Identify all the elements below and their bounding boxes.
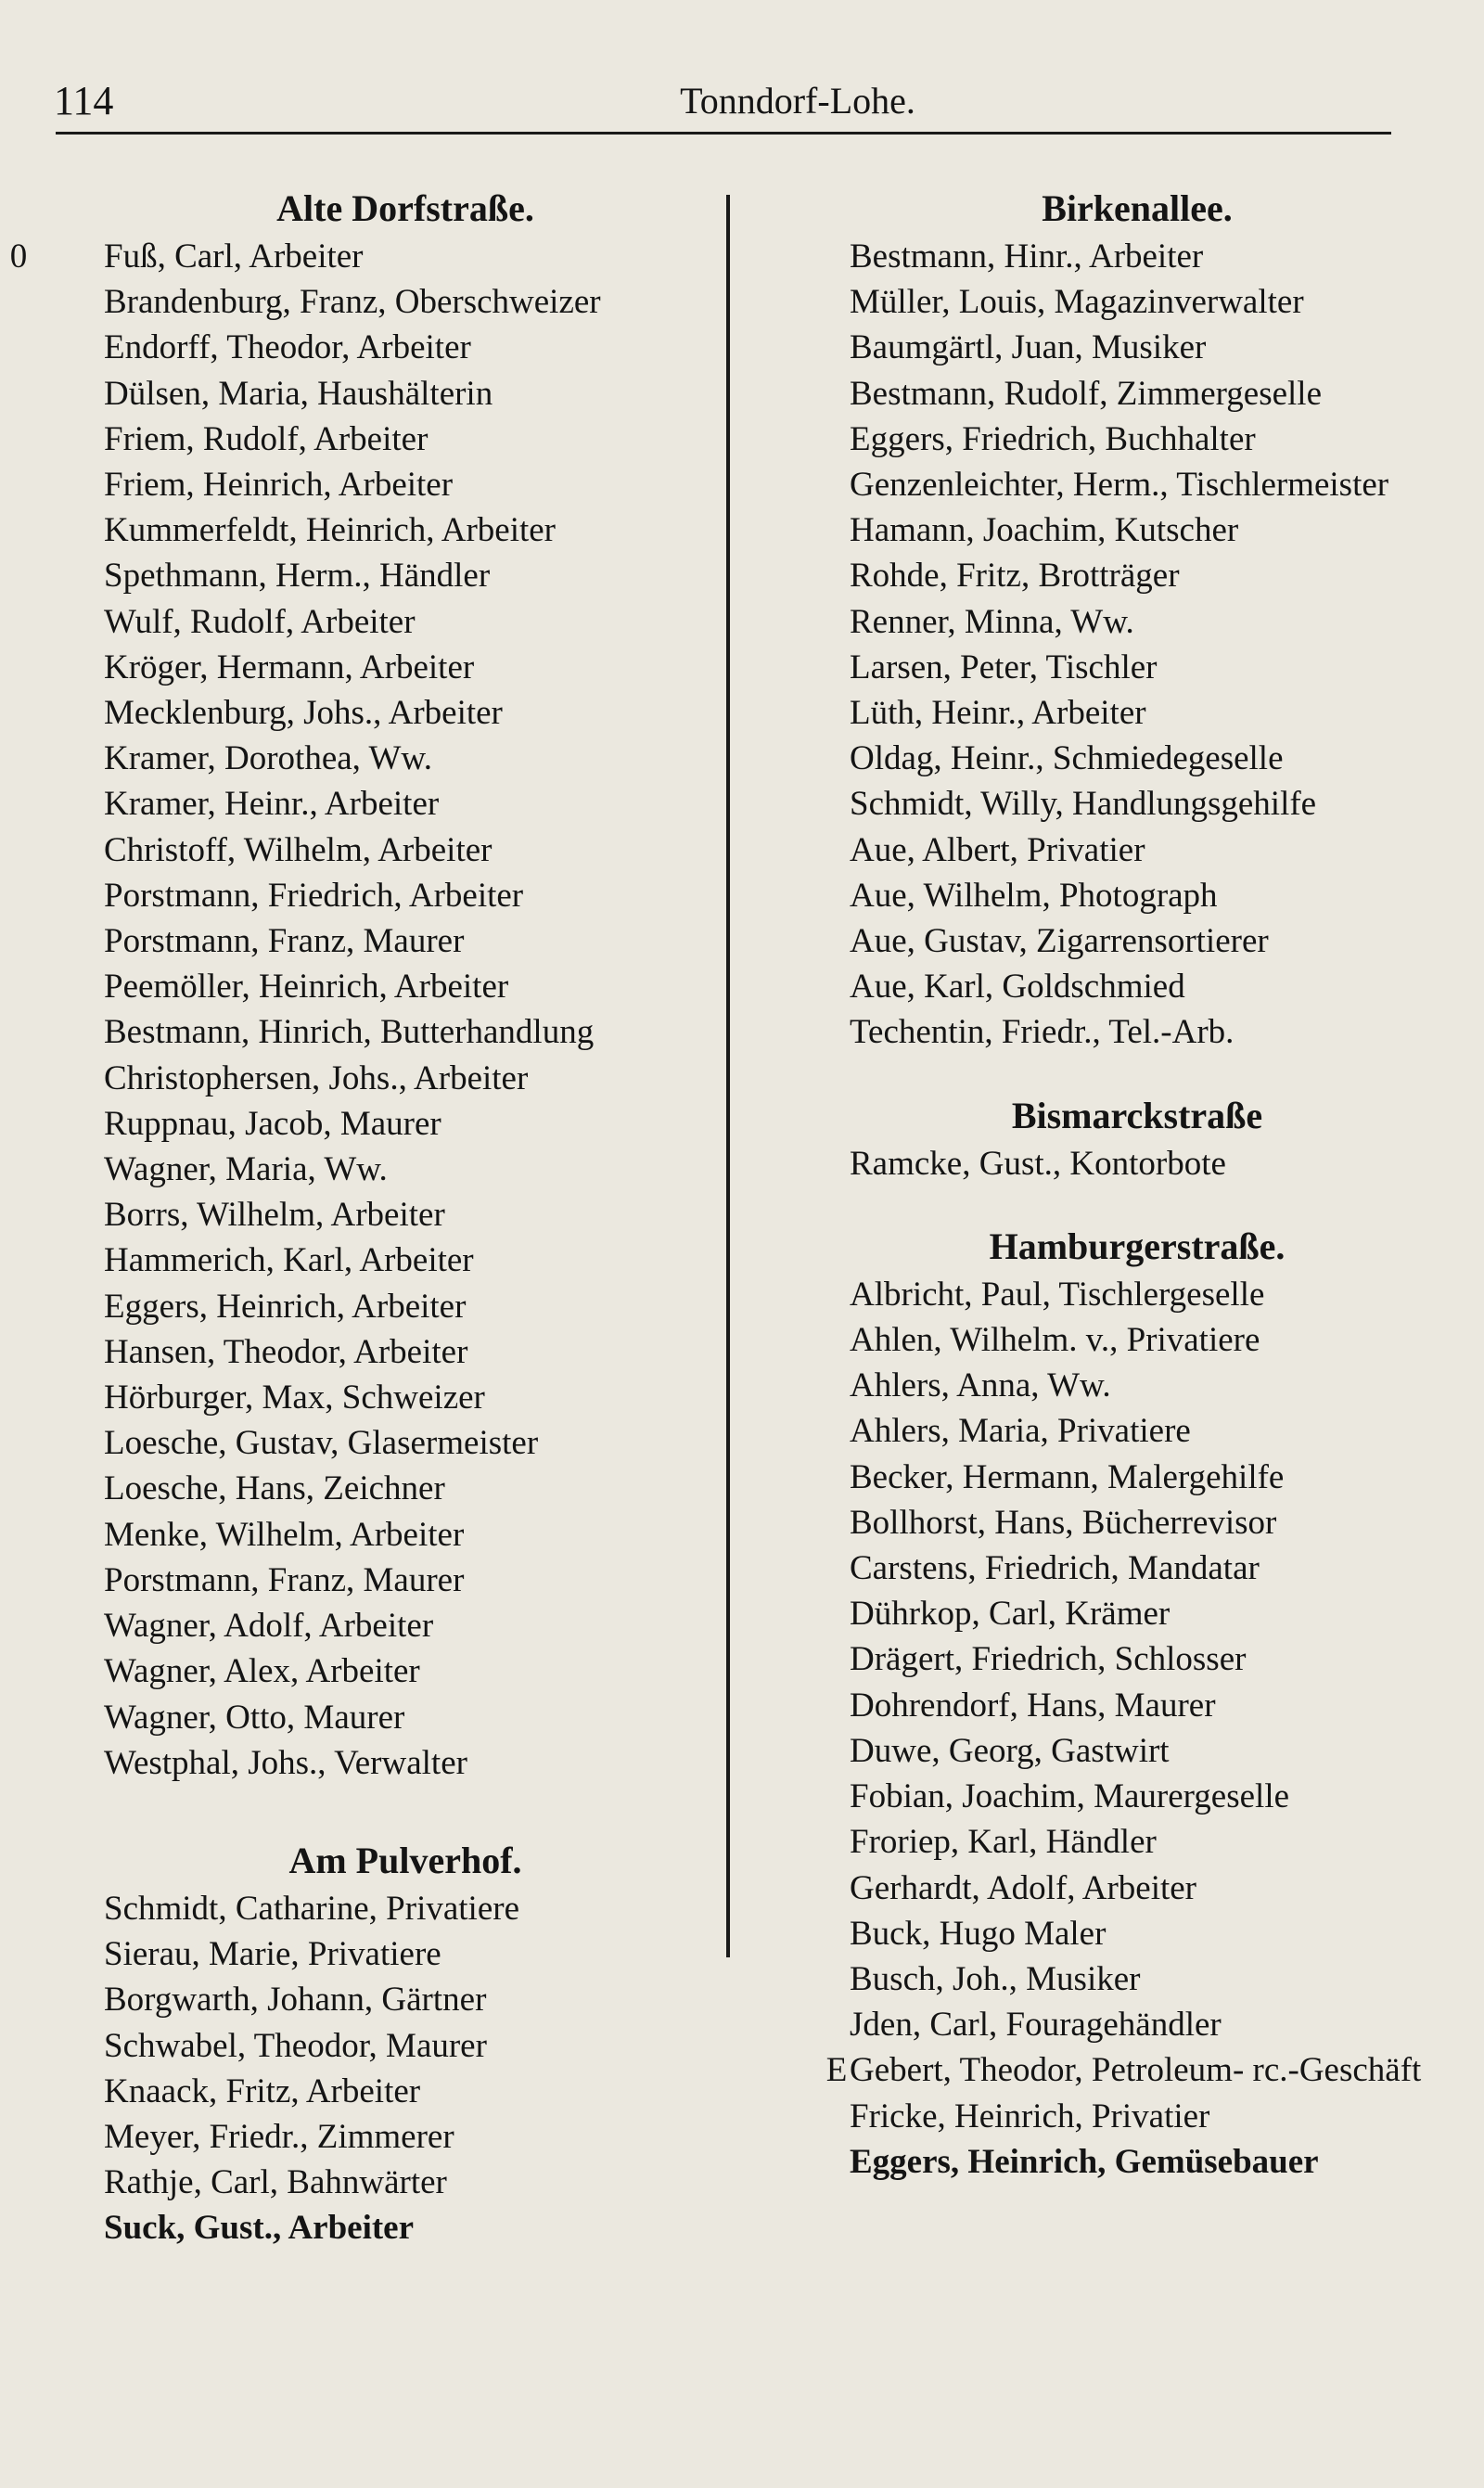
resident-entry (850, 1683, 1425, 1728)
entry-text: Drägert, Friedrich, Schlosser (850, 1640, 1247, 1679)
entry-text: Christophersen, Johs., Arbeiter (104, 1058, 529, 1097)
entry-text: Schwabel, Theodor, Maurer (104, 2026, 487, 2065)
resident-entry (850, 1500, 1425, 1545)
entry-text: Borrs, Wilhelm, Arbeiter (104, 1196, 445, 1235)
resident-entry (850, 1455, 1425, 1500)
entry-text: Eggers, Heinrich, Gemüsebauer (850, 2142, 1319, 2181)
resident-entry (104, 1147, 707, 1192)
entry-text: Baumgärtl, Juan, Musiker (850, 328, 1207, 367)
entry-text: Bestmann, Hinrich, Butterhandlung (104, 1013, 595, 1052)
resident-entry (104, 1512, 707, 1558)
entry-list (850, 1141, 1425, 1186)
resident-entry (850, 1636, 1425, 1682)
resident-entry (104, 1466, 707, 1511)
resident-entry (850, 2002, 1425, 2047)
entry-text: Aue, Karl, Goldschmied (850, 968, 1185, 1007)
entry-text: Suck, Gust., Arbeiter (104, 2209, 415, 2248)
entry-text: Christoff, Wilhelm, Arbeiter (104, 830, 493, 869)
street-heading-bismarckstrasse: Bismarckstraße (1011, 1094, 1263, 1136)
entry-text: Wulf, Rudolf, Arbeiter (104, 602, 416, 641)
resident-entry (104, 781, 707, 827)
page-title: Tonndorf-Lohe. (680, 80, 915, 122)
resident-entry (104, 1192, 707, 1238)
resident-entry (104, 1931, 707, 1977)
entry-text: Loesche, Hans, Zeichner (104, 1469, 445, 1508)
resident-entry (850, 234, 1425, 279)
resident-entry (104, 1009, 707, 1055)
resident-entry (850, 690, 1425, 736)
entry-text: Aue, Albert, Privatier (850, 830, 1145, 869)
entry-text: Endorff, Theodor, Arbeiter (104, 328, 471, 367)
resident-entry (104, 1101, 707, 1147)
entry-text: Gerhardt, Adolf, Arbeiter (850, 1868, 1196, 1907)
resident-entry (850, 1363, 1425, 1408)
resident-entry (104, 1056, 707, 1101)
entry-list (825, 1272, 1425, 2185)
street-heading-am-pulverhof: Am Pulverhof. (288, 1839, 522, 1881)
entry-text: Friem, Rudolf, Arbeiter (104, 419, 429, 458)
resident-entry (104, 599, 707, 645)
resident-entry (104, 1558, 707, 1603)
entry-text: Spethmann, Herm., Händler (104, 557, 491, 596)
entry-text: Kröger, Hermann, Arbeiter (104, 648, 475, 686)
entry-text: Mecklenburg, Johs., Arbeiter (104, 694, 503, 733)
entry-text: Larsen, Peter, Tischler (850, 648, 1158, 686)
entry-text: Sierau, Marie, Privatiere (104, 1935, 441, 1974)
column-divider (726, 195, 730, 1957)
entry-text: Duwe, Georg, Gastwirt (850, 1731, 1170, 1770)
resident-entry (104, 1740, 707, 1786)
resident-entry (104, 279, 707, 325)
resident-entry (850, 507, 1425, 553)
entry-text: Genzenleichter, Herm., Tischlermeister (850, 466, 1389, 505)
entry-text: Hansen, Theodor, Arbeiter (104, 1332, 468, 1371)
resident-entry (850, 781, 1425, 827)
resident-entry (850, 1591, 1425, 1636)
resident-entry (850, 417, 1425, 462)
entry-text: Porstmann, Friedrich, Arbeiter (104, 876, 524, 915)
entry-marker: 0 (9, 237, 28, 276)
resident-entry (850, 1956, 1425, 2002)
resident-entry (850, 918, 1425, 964)
resident-entry (850, 553, 1425, 598)
entry-text: Oldag, Heinr., Schmiedegeselle (850, 739, 1284, 778)
resident-entry (850, 1317, 1425, 1363)
entry-text: Albricht, Paul, Tischlergeselle (850, 1275, 1265, 1314)
entry-list (9, 234, 707, 1786)
resident-entry (850, 279, 1425, 325)
entry-text: Eggers, Heinrich, Arbeiter (104, 1287, 467, 1326)
resident-entry (850, 462, 1425, 507)
resident-entry (850, 1911, 1425, 1956)
resident-entry (850, 1774, 1425, 1819)
resident-entry (104, 2205, 707, 2251)
resident-entry (850, 2139, 1425, 2185)
entry-text: Menke, Wilhelm, Arbeiter (104, 1515, 465, 1554)
resident-entry (104, 2023, 707, 2069)
entry-text: Westphal, Johs., Verwalter (104, 1743, 467, 1782)
resident-entry (850, 1408, 1425, 1454)
resident-entry (850, 371, 1425, 417)
resident-entry (850, 1009, 1425, 1055)
resident-entry (104, 1284, 707, 1329)
entry-text: Techentin, Friedr., Tel.-Arb. (850, 1013, 1235, 1052)
entry-text: Dülsen, Maria, Haushälterin (104, 374, 493, 413)
right-column (825, 182, 1425, 2185)
entry-text: Bestmann, Rudolf, Zimmergeselle (850, 374, 1323, 413)
entry-text: Ahlen, Wilhelm. v., Privatiere (850, 1321, 1260, 1360)
entry-text: Wagner, Maria, Ww. (104, 1150, 388, 1189)
entry-text: Becker, Hermann, Malergehilfe (850, 1457, 1285, 1496)
entry-text: Borgwarth, Johann, Gärtner (104, 1981, 487, 2020)
resident-entry (104, 1375, 707, 1420)
entry-text: Fricke, Heinrich, Privatier (850, 2097, 1210, 2135)
entry-text: Müller, Louis, Magazinverwalter (850, 283, 1304, 322)
resident-entry (104, 2160, 707, 2205)
resident-entry (850, 1866, 1425, 1911)
entry-text: Gebert, Theodor, Petroleum- rc.-Geschäft (850, 2051, 1422, 2090)
resident-entry (104, 690, 707, 736)
entry-text: Jden, Carl, Fouragehändler (850, 2006, 1222, 2045)
entry-marker: E (825, 2051, 848, 2090)
resident-entry (104, 553, 707, 598)
resident-entry (104, 736, 707, 781)
resident-entry (104, 964, 707, 1009)
entry-text: Porstmann, Franz, Maurer (104, 922, 465, 961)
page-number: 114 (54, 78, 114, 123)
resident-entry (104, 1977, 707, 2022)
entry-text: Schmidt, Catharine, Privatiere (104, 1889, 519, 1928)
resident-entry (104, 371, 707, 417)
resident-entry (850, 325, 1425, 370)
entry-text: Dührkop, Carl, Krämer (850, 1595, 1171, 1634)
resident-entry (850, 1545, 1425, 1591)
entry-list (104, 1886, 707, 2251)
entry-text: Brandenburg, Franz, Oberschweizer (104, 283, 601, 322)
resident-entry (104, 1603, 707, 1648)
resident-entry (850, 827, 1425, 873)
resident-entry (104, 2114, 707, 2160)
entry-text: Wagner, Alex, Arbeiter (104, 1652, 420, 1691)
resident-entry (104, 918, 707, 964)
entry-text: Knaack, Fritz, Arbeiter (104, 2071, 421, 2110)
entry-text: Peemöller, Heinrich, Arbeiter (104, 968, 509, 1007)
entry-text: Fuß, Carl, Arbeiter (104, 237, 364, 276)
resident-entry (9, 234, 707, 279)
resident-entry (850, 736, 1425, 781)
resident-entry (850, 599, 1425, 645)
street-heading-hamburgerstrasse: Hamburgerstraße. (989, 1225, 1286, 1267)
left-column (9, 182, 707, 2251)
resident-entry (850, 1141, 1425, 1186)
resident-entry (104, 462, 707, 507)
entry-text: Ahlers, Maria, Privatiere (850, 1412, 1191, 1451)
resident-entry (104, 645, 707, 690)
entry-text: Kramer, Heinr., Arbeiter (104, 785, 440, 824)
entry-text: Aue, Wilhelm, Photograph (850, 876, 1218, 915)
entry-text: Ramcke, Gust., Kontorbote (850, 1144, 1226, 1183)
entry-text: Dohrendorf, Hans, Maurer (850, 1686, 1216, 1725)
resident-entry (104, 1886, 707, 1931)
resident-entry (104, 1695, 707, 1740)
entry-text: Bestmann, Hinr., Arbeiter (850, 237, 1204, 276)
resident-entry (104, 507, 707, 553)
resident-entry (104, 1648, 707, 1694)
entry-list (850, 234, 1425, 1056)
entry-text: Rathje, Carl, Bahnwärter (104, 2163, 447, 2202)
resident-entry (104, 1238, 707, 1283)
resident-entry (850, 964, 1425, 1009)
resident-entry (850, 873, 1425, 918)
resident-entry (850, 1728, 1425, 1774)
entry-text: Schmidt, Willy, Handlungsgehilfe (850, 785, 1317, 824)
entry-text: Lüth, Heinr., Arbeiter (850, 694, 1146, 733)
entry-text: Rohde, Fritz, Brotträger (850, 557, 1180, 596)
entry-text: Ruppnau, Jacob, Maurer (104, 1104, 441, 1143)
resident-entry (850, 2094, 1425, 2139)
resident-entry (850, 1272, 1425, 1317)
resident-entry (825, 2047, 1425, 2093)
entry-text: Bollhorst, Hans, Bücherrevisor (850, 1503, 1277, 1542)
entry-text: Kramer, Dorothea, Ww. (104, 739, 432, 778)
entry-text: Porstmann, Franz, Maurer (104, 1560, 465, 1599)
resident-entry (104, 2069, 707, 2114)
resident-entry (104, 1420, 707, 1466)
resident-entry (104, 417, 707, 462)
resident-entry (850, 645, 1425, 690)
entry-text: Busch, Joh., Musiker (850, 1959, 1141, 1998)
header-rule (56, 132, 1391, 135)
resident-entry (104, 325, 707, 370)
entry-text: Hammerich, Karl, Arbeiter (104, 1241, 474, 1280)
entry-text: Wagner, Otto, Maurer (104, 1698, 405, 1737)
entry-text: Aue, Gustav, Zigarrensortierer (850, 922, 1269, 961)
entry-text: Kummerfeldt, Heinrich, Arbeiter (104, 511, 556, 550)
entry-text: Loesche, Gustav, Glasermeister (104, 1424, 539, 1463)
entry-text: Hamann, Joachim, Kutscher (850, 511, 1239, 550)
resident-entry (104, 827, 707, 873)
entry-text: Wagner, Adolf, Arbeiter (104, 1607, 434, 1646)
entry-text: Carstens, Friedrich, Mandatar (850, 1549, 1260, 1588)
entry-text: Buck, Hugo Maler (850, 1914, 1107, 1953)
entry-text: Eggers, Friedrich, Buchhalter (850, 419, 1256, 458)
entry-text: Fobian, Joachim, Maurergeselle (850, 1777, 1290, 1816)
entry-text: Renner, Minna, Ww. (850, 602, 1134, 641)
resident-entry (850, 1819, 1425, 1865)
street-heading-birkenallee: Birkenallee. (1042, 187, 1233, 229)
street-heading-alte-dorfstrasse: Alte Dorfstraße. (276, 187, 534, 229)
entry-text: Meyer, Friedr., Zimmerer (104, 2117, 454, 2156)
entry-text: Hörburger, Max, Schweizer (104, 1379, 485, 1417)
resident-entry (104, 1329, 707, 1375)
entry-text: Ahlers, Anna, Ww. (850, 1366, 1111, 1405)
entry-text: Friem, Heinrich, Arbeiter (104, 466, 454, 505)
entry-text: Froriep, Karl, Händler (850, 1823, 1157, 1862)
resident-entry (104, 873, 707, 918)
